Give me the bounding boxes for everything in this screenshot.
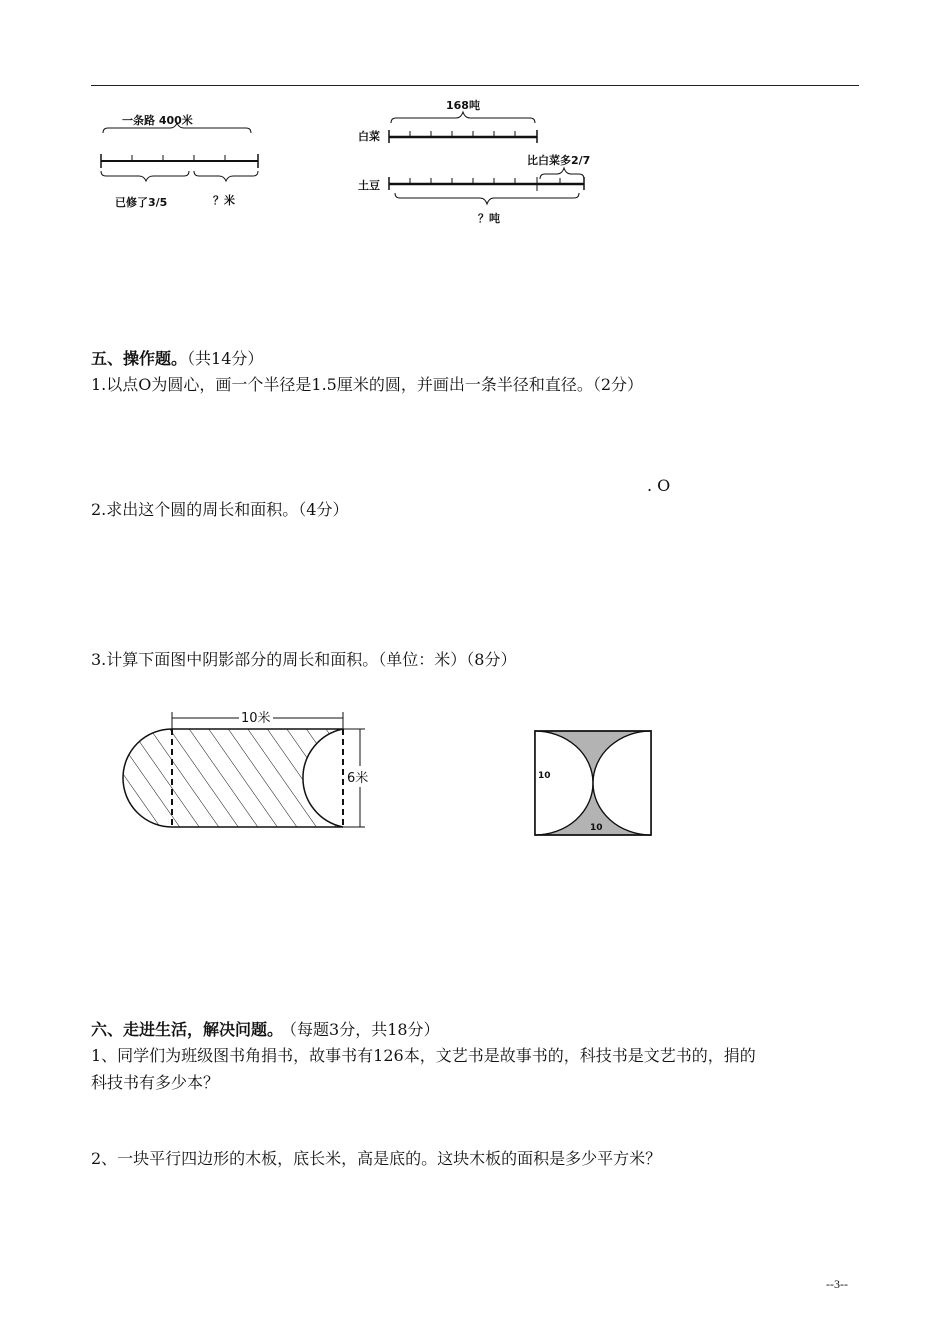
potato-unknown-label: ？吨: [478, 212, 500, 225]
road-unknown-label: ？米: [213, 194, 235, 207]
section6-score: （每题3分，共18分）: [289, 1020, 440, 1039]
potato-row-label: 土豆: [358, 179, 380, 192]
page-number: --3--: [826, 1277, 848, 1291]
section6-question-1-line-2: 科技书有多少本？: [91, 1073, 220, 1092]
shaded-figure-2: [534, 730, 654, 837]
cabbage-total-label: 168吨: [446, 99, 480, 112]
cabbage-row-label: 白菜: [358, 130, 380, 143]
section5-question-3: 3.计算下面图中阴影部分的周长和面积。（单位：米）（8分）: [91, 650, 517, 669]
section6-question-1-line-1: 1、同学们为班级图书角捐书，故事书有126本，文艺书是故事书的，科技书是文艺书的，捐的: [91, 1046, 756, 1065]
section6-question-2: 2、一块平行四边形的木板，底长米，高是底的。这块木板的面积是多少平方米？: [91, 1149, 662, 1168]
figure1-width-label: 10米: [239, 707, 273, 726]
center-point-o: . O: [647, 476, 671, 495]
header-rule: [91, 85, 859, 86]
section5-heading: [91, 349, 263, 369]
figure2-side-label: 10: [538, 771, 551, 781]
section6-title: 六、走进生活，解决问题。: [91, 1020, 284, 1039]
figure2-bottom-label: 10: [590, 823, 603, 833]
section5-question-2: 2.求出这个圆的周长和面积。（4分）: [91, 500, 349, 519]
figure1-height-label: 6米: [347, 766, 368, 787]
section5-score: （共14分）: [187, 349, 264, 368]
more-than-cabbage-label: 比白菜多2/7: [527, 154, 591, 167]
road-total-label: 一条路 400米: [122, 114, 193, 127]
section5-question-1: 1.以点O为圆心，画一个半径是1.5厘米的圆，并画出一条半径和直径。（2分）: [91, 375, 644, 394]
section5-title: 五、操作题。: [91, 349, 188, 368]
road-repaired-label: 已修了3/5: [115, 196, 168, 209]
section6-heading: [91, 1020, 440, 1040]
